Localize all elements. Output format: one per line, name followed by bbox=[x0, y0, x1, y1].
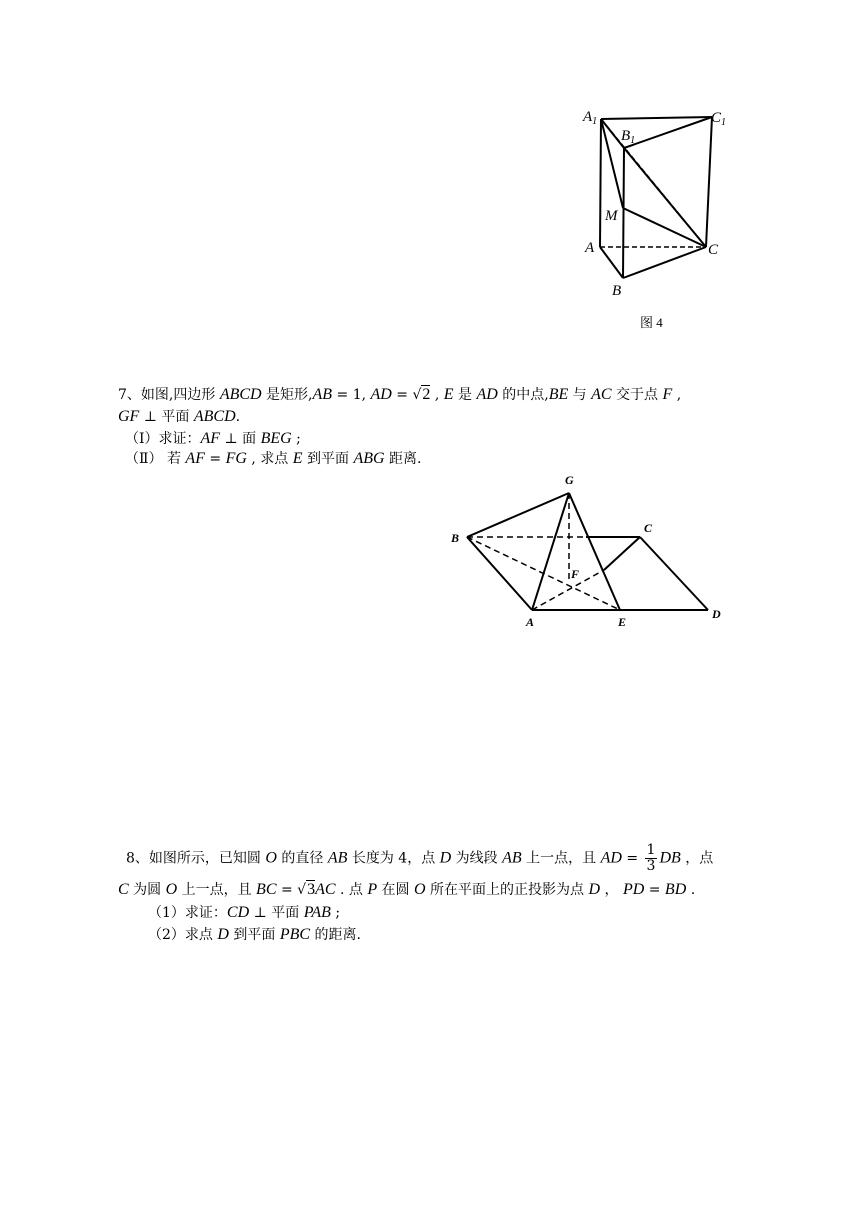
edge-a1-a bbox=[600, 119, 601, 247]
problem-number: 8、 bbox=[126, 850, 149, 867]
problem-8-line-2: C 为圆 O 上一点，且 BC = √3AC . 点 P 在圆 O 所在平面上的正投影为点 D ， PD = BD . bbox=[118, 881, 696, 898]
edge-g-a bbox=[532, 493, 569, 610]
sqrt-symbol: √ bbox=[297, 882, 307, 898]
label-a1: $A_1$ bbox=[583, 109, 598, 127]
edge-b-c bbox=[623, 247, 706, 278]
label-b: B bbox=[451, 531, 460, 545]
label-d: D bbox=[712, 607, 721, 621]
edge-g-b bbox=[467, 493, 569, 537]
problem-8-part-1: （1）求证：CD ⊥ 平面 PAB ; bbox=[148, 904, 341, 921]
label-c1: $C_1$ bbox=[711, 110, 727, 128]
figure-4-prism bbox=[570, 100, 740, 340]
label-m: M bbox=[605, 208, 618, 224]
problem-7-line-1: 7、如图,四边形 ABCD 是矩形,AB = 1, AD = √2 , E 是 AD 的中点,BE 与 AC 交于点 F , bbox=[118, 386, 682, 403]
label-g: G bbox=[565, 473, 574, 487]
problem-7-line-2: GF ⊥ 平面 ABCD. bbox=[118, 408, 241, 425]
label-c: C bbox=[708, 242, 719, 258]
label-b: B bbox=[612, 283, 622, 299]
problem-7-part-1: （Ⅰ）求证：AF ⊥ 面 BEG ; bbox=[125, 430, 301, 447]
sqrt-symbol: √ bbox=[412, 387, 422, 403]
edge-b1-b bbox=[623, 148, 624, 278]
figure-4-caption: 图 4 bbox=[640, 315, 663, 330]
edge-b1-c1 bbox=[624, 117, 712, 148]
edge-c1-c bbox=[706, 117, 712, 247]
problem-7-figure bbox=[440, 470, 740, 635]
edge-g-e bbox=[569, 493, 620, 610]
label-c: C bbox=[644, 521, 653, 535]
edge-a1-c1 bbox=[601, 117, 712, 119]
problem-number: 7、 bbox=[118, 387, 141, 403]
label-f: F bbox=[571, 567, 580, 581]
edge-d-c bbox=[640, 537, 708, 610]
label-e: E bbox=[618, 615, 627, 629]
label-a: A bbox=[585, 240, 595, 256]
label-b1: $B_1$ bbox=[621, 128, 636, 146]
edge-c-f bbox=[604, 537, 640, 570]
label-a: A bbox=[526, 615, 535, 629]
problem-7-part-2: （Ⅱ） 若 AF = FG , 求点 E 到平面 ABG 距离. bbox=[125, 450, 422, 467]
problem-8-line-1: 8、如图所示，已知圆 O 的直径 AB 长度为 4，点 D 为线段 AB 上一点，且 AD = $\frac{1}{3}$ DB ，点 bbox=[126, 842, 714, 874]
problem-8-part-2: （2）求点 D 到平面 PBC 的距离. bbox=[148, 926, 361, 943]
edge-a-b bbox=[600, 247, 623, 278]
fraction-one-third: $\frac{1}{3}$ bbox=[646, 842, 656, 874]
edge-m-c bbox=[623, 208, 706, 247]
edge-b-a bbox=[467, 537, 532, 610]
